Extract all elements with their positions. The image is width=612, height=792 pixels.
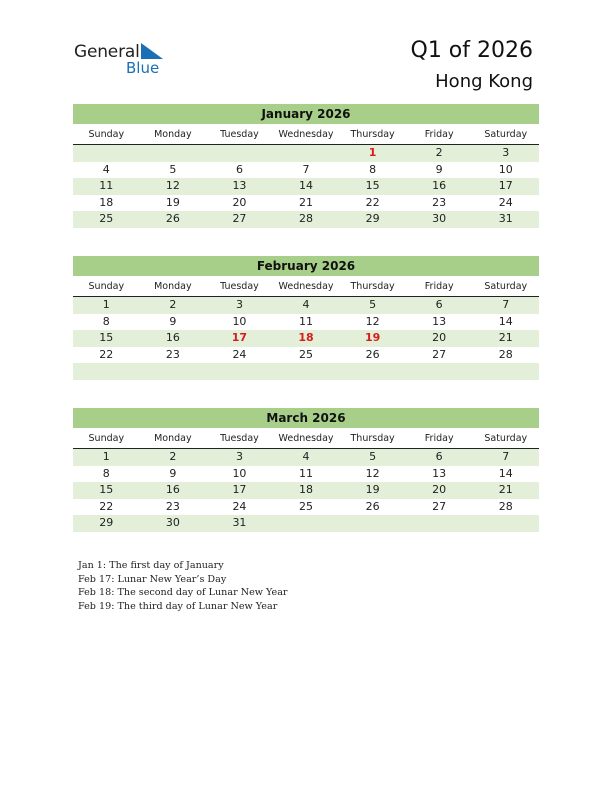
week-row	[73, 330, 539, 347]
day-cell: 18	[299, 483, 314, 496]
day-cell: 20	[432, 483, 447, 496]
day-cell	[206, 363, 273, 380]
day-cell: 28	[299, 212, 314, 225]
weekday-header-row	[73, 128, 539, 145]
day-cell: 17	[232, 483, 247, 496]
weekday-label: Friday	[424, 433, 454, 444]
month-calendar-february	[73, 256, 539, 380]
day-cell: 23	[165, 499, 180, 513]
day-cell: 22	[365, 195, 380, 209]
week-row	[73, 482, 539, 499]
day-cell: 23	[432, 195, 447, 209]
weekday-label: Saturday	[484, 281, 528, 292]
week-row	[73, 195, 539, 212]
day-cell	[472, 363, 539, 380]
page-title: Q1 of 2026	[410, 38, 533, 63]
day-cell: 7	[302, 162, 310, 176]
day-cell: 25	[99, 212, 114, 225]
day-cell: 8	[369, 162, 377, 176]
day-cell: 22	[99, 347, 114, 361]
week-row	[73, 347, 539, 364]
weekday-label: Thursday	[350, 129, 395, 140]
day-cell: 21	[498, 483, 513, 496]
day-cell: 7	[502, 298, 510, 311]
page-subtitle: Hong Kong	[435, 71, 533, 92]
week-row	[73, 145, 539, 162]
day-cell: 8	[102, 466, 110, 480]
holiday-day-cell: 18	[298, 331, 314, 344]
day-cell	[273, 363, 340, 380]
weekday-label: Saturday	[484, 129, 528, 140]
day-cell: 4	[302, 450, 310, 463]
weekday-label: Thursday	[350, 433, 395, 444]
week-row	[73, 162, 539, 179]
day-cell	[73, 145, 140, 162]
day-cell: 5	[169, 162, 177, 176]
day-cell: 12	[365, 466, 380, 480]
day-cell: 10	[232, 314, 247, 328]
day-cell	[339, 363, 406, 380]
weekday-label: Monday	[154, 129, 192, 140]
day-cell: 27	[432, 347, 447, 361]
day-cell: 13	[432, 466, 447, 480]
day-cell: 12	[165, 179, 180, 192]
day-cell: 3	[235, 298, 243, 311]
week-row	[73, 297, 539, 314]
day-cell: 6	[435, 450, 443, 463]
day-cell: 25	[299, 347, 314, 361]
day-cell: 31	[232, 516, 247, 529]
day-cell: 16	[165, 331, 180, 344]
day-cell: 9	[169, 466, 177, 480]
day-cell: 13	[432, 314, 447, 328]
day-cell: 2	[169, 298, 177, 311]
day-cell: 3	[502, 146, 510, 159]
day-cell: 16	[432, 179, 447, 192]
day-cell: 2	[435, 146, 443, 159]
day-cell: 30	[165, 516, 180, 529]
day-cell	[73, 363, 140, 380]
day-cell	[472, 515, 539, 532]
day-cell: 3	[235, 450, 243, 463]
weekday-label: Wednesday	[278, 129, 334, 140]
logo-text-general: General	[74, 42, 140, 62]
day-cell: 16	[165, 483, 180, 496]
weekday-label: Thursday	[350, 281, 395, 292]
day-cell: 1	[102, 298, 110, 311]
week-row	[73, 515, 539, 532]
weekday-label: Tuesday	[220, 129, 259, 140]
weekday-label: Tuesday	[220, 281, 259, 292]
day-cell: 12	[365, 314, 380, 328]
day-cell	[206, 145, 273, 162]
day-cell: 15	[99, 331, 114, 344]
day-cell	[273, 145, 340, 162]
day-cell: 20	[232, 195, 247, 209]
day-cell: 5	[369, 450, 377, 463]
day-cell: 10	[232, 466, 247, 480]
holiday-note: Feb 17: Lunar New Year’s Day	[78, 573, 227, 585]
day-cell: 24	[232, 499, 247, 513]
day-cell: 15	[99, 483, 114, 496]
week-row	[73, 178, 539, 195]
weekday-label: Sunday	[88, 433, 125, 444]
holiday-note: Feb 19: The third day of Lunar New Year	[78, 600, 278, 612]
day-cell: 11	[299, 314, 314, 328]
day-cell	[406, 363, 473, 380]
weekday-label: Friday	[424, 281, 454, 292]
day-cell: 28	[498, 499, 513, 513]
day-cell: 26	[165, 212, 180, 225]
day-cell: 20	[432, 331, 447, 344]
day-cell: 15	[365, 179, 380, 192]
day-cell: 7	[502, 450, 510, 463]
month-title: March 2026	[73, 408, 539, 428]
week-row	[73, 363, 539, 380]
day-cell: 27	[232, 212, 247, 225]
day-cell	[339, 515, 406, 532]
day-cell: 8	[102, 314, 110, 328]
week-row	[73, 499, 539, 516]
day-cell: 9	[169, 314, 177, 328]
day-cell: 21	[299, 195, 314, 209]
day-cell: 1	[102, 450, 110, 463]
day-cell: 19	[365, 483, 380, 496]
holiday-notes	[78, 559, 288, 613]
holiday-day-cell: 1	[368, 146, 377, 159]
weekday-label: Monday	[154, 281, 192, 292]
day-cell: 2	[169, 450, 177, 463]
weekday-label: Friday	[424, 129, 454, 140]
day-cell: 6	[235, 162, 243, 176]
day-cell: 31	[498, 212, 513, 225]
weekday-label: Sunday	[88, 129, 125, 140]
generalblue-logo	[74, 40, 174, 80]
day-cell	[406, 515, 473, 532]
day-cell	[140, 363, 207, 380]
day-cell: 9	[435, 162, 443, 176]
holiday-note: Jan 1: The first day of January	[78, 560, 224, 571]
day-cell: 23	[165, 347, 180, 361]
day-cell: 18	[99, 195, 114, 209]
week-row	[73, 314, 539, 331]
day-cell: 5	[369, 298, 377, 311]
logo-flag-icon	[141, 43, 163, 59]
day-cell: 22	[99, 499, 114, 513]
day-cell: 29	[99, 516, 114, 529]
weekday-header-row	[73, 280, 539, 297]
holiday-day-cell: 19	[364, 331, 381, 344]
day-cell: 14	[299, 179, 314, 192]
day-cell: 11	[99, 179, 114, 192]
weekday-label: Tuesday	[220, 433, 259, 444]
day-cell	[273, 515, 340, 532]
day-cell	[140, 145, 207, 162]
day-cell: 11	[299, 466, 314, 480]
day-cell: 6	[435, 298, 443, 311]
day-cell: 14	[498, 314, 513, 328]
logo-text-blue: Blue	[126, 59, 160, 77]
day-cell: 30	[432, 212, 447, 225]
day-cell: 28	[498, 347, 513, 361]
day-cell: 4	[102, 162, 110, 176]
day-cell: 26	[365, 499, 380, 513]
day-cell: 4	[302, 298, 310, 311]
weekday-label: Monday	[154, 433, 192, 444]
day-cell: 14	[498, 466, 513, 480]
weekday-header-row	[73, 432, 539, 449]
day-cell: 17	[498, 179, 513, 192]
day-cell: 10	[498, 162, 513, 176]
holiday-note: Feb 18: The second day of Lunar New Year	[78, 587, 288, 598]
week-row	[73, 449, 539, 466]
day-cell: 25	[299, 499, 314, 513]
month-calendar-january	[73, 104, 539, 228]
month-title: January 2026	[73, 104, 539, 124]
day-cell: 24	[498, 195, 513, 209]
weekday-label: Sunday	[88, 281, 125, 292]
weekday-label: Wednesday	[278, 433, 334, 444]
week-row	[73, 466, 539, 483]
day-cell: 13	[232, 179, 247, 192]
day-cell: 19	[165, 195, 180, 209]
month-calendar-march	[73, 408, 539, 532]
day-cell: 21	[498, 331, 513, 344]
day-cell: 29	[365, 212, 380, 225]
weekday-label: Wednesday	[278, 281, 334, 292]
holiday-day-cell: 17	[231, 331, 248, 344]
month-title: February 2026	[73, 256, 539, 276]
day-cell: 26	[365, 347, 380, 361]
week-row	[73, 211, 539, 228]
day-cell: 24	[232, 347, 247, 361]
weekday-label: Saturday	[484, 433, 528, 444]
day-cell: 27	[432, 499, 447, 513]
